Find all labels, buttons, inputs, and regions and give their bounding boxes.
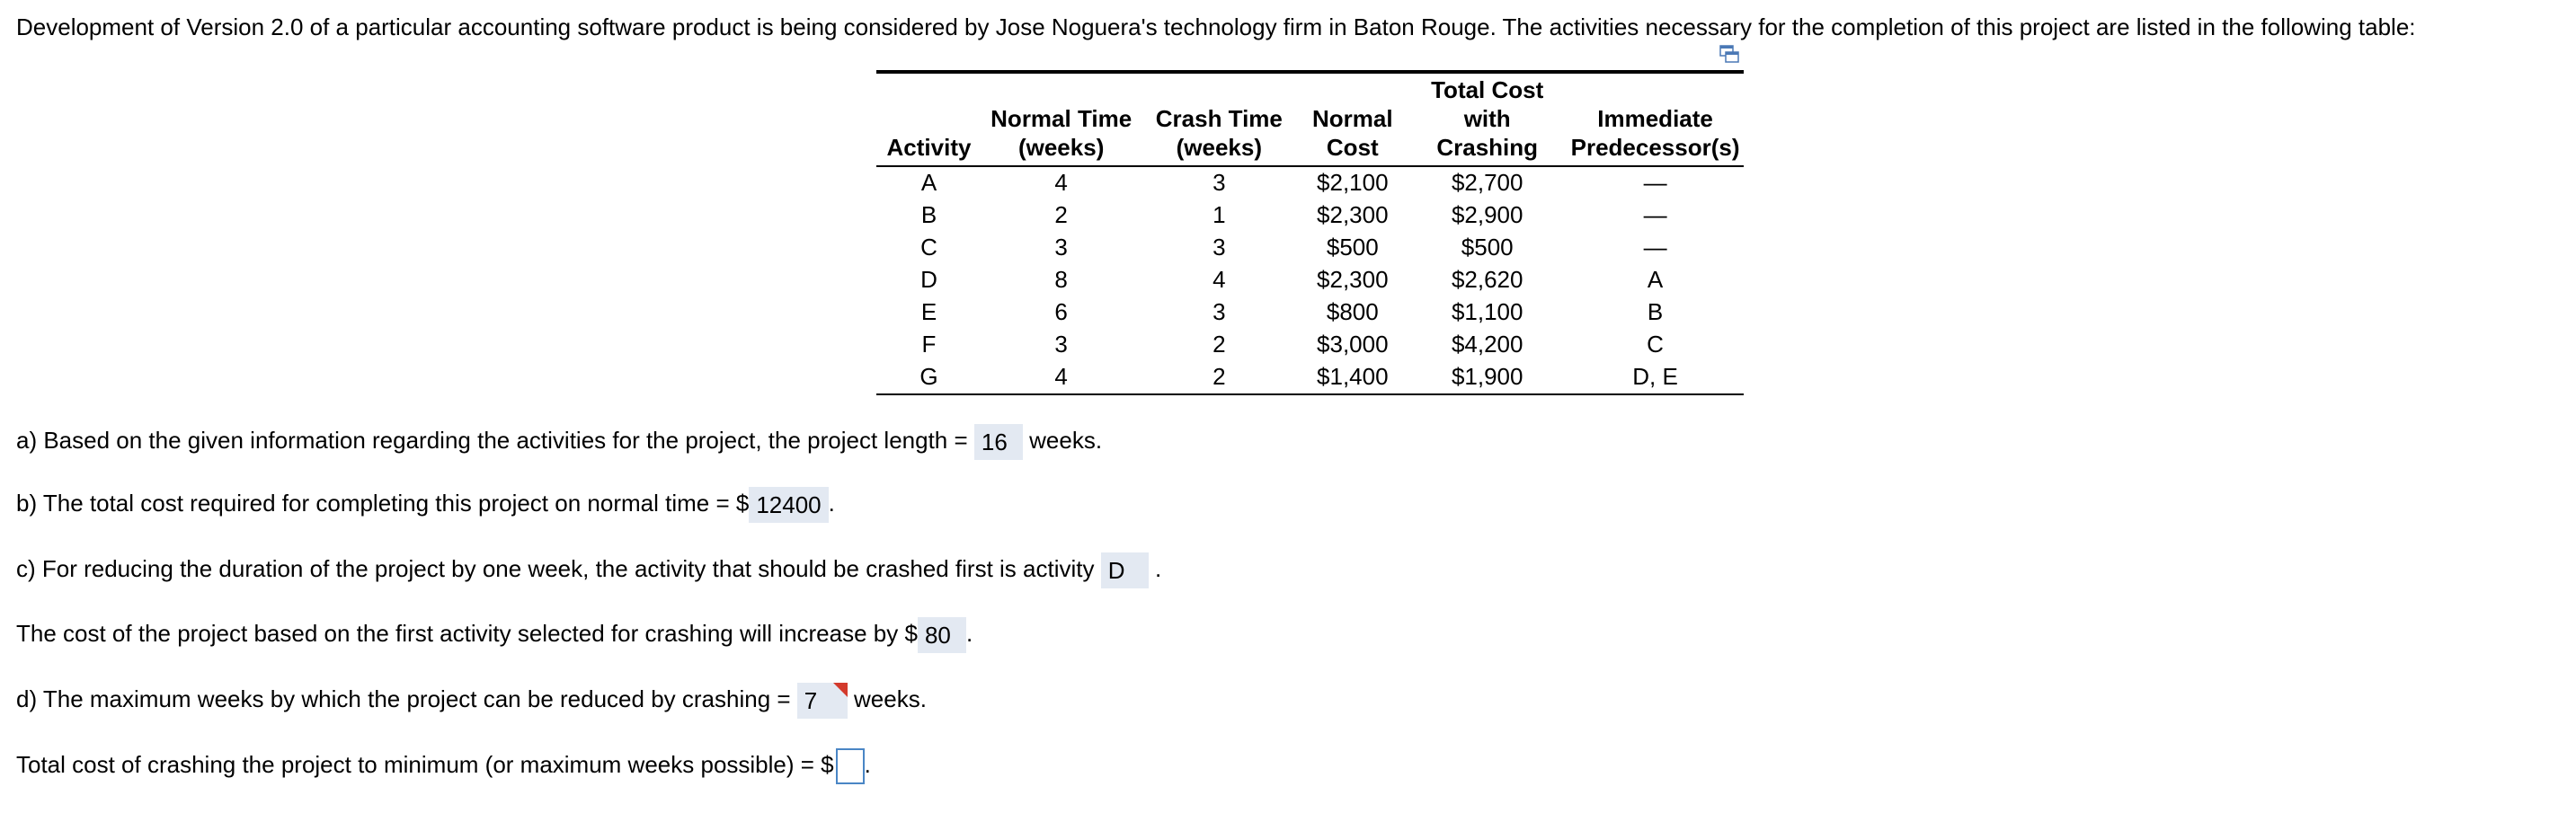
cell-activity: C: [920, 234, 937, 261]
cell-predecessors: B: [1647, 298, 1664, 325]
cell-activity: G: [876, 361, 982, 394]
question-d: [16, 681, 927, 719]
cell-crash-cost: $1,100: [1451, 298, 1523, 325]
cell-normal-cost: $2,100: [1317, 169, 1389, 196]
question-e: [16, 747, 871, 784]
question-c: [16, 551, 1161, 588]
question-c-suffix: .: [1154, 555, 1162, 582]
answer-b-field[interactable]: 12400: [749, 487, 828, 523]
cell-crash-time: 2: [1212, 331, 1226, 358]
header-immediate-predecessors: Immediate Predecessor(s): [1567, 73, 1744, 166]
cell-normal-cost: $500: [1326, 234, 1379, 261]
cell-activity: E: [920, 298, 937, 325]
answer-c-field[interactable]: D: [1101, 552, 1149, 588]
cell-crash-cost: $2,620: [1451, 266, 1523, 293]
cell-predecessors: C: [1647, 331, 1664, 358]
cell-crash-cost: $500: [1461, 234, 1514, 261]
table-body: [876, 166, 1744, 394]
question-b: [16, 485, 835, 523]
header-total-cost-crashing: Total Cost with Crashing: [1408, 73, 1567, 166]
cell-activity: F: [921, 331, 937, 358]
cell-crash-time: 3: [1212, 169, 1226, 196]
cell-crash-cost: $2,700: [1451, 169, 1523, 196]
cell-normal-time: 4: [1054, 169, 1068, 196]
cell-crash-cost: $1,900: [1408, 361, 1567, 394]
table-row: [876, 232, 1744, 264]
cell-crash-time: 3: [1212, 234, 1226, 261]
question-d-suffix: weeks.: [854, 685, 927, 712]
table-row: [876, 199, 1744, 232]
cell-crash-cost: $2,900: [1451, 201, 1523, 228]
question-a-suffix: weeks.: [1029, 427, 1103, 454]
cell-crash-time: 3: [1212, 298, 1226, 325]
table-row: [876, 264, 1744, 296]
question-b-suffix: .: [828, 490, 835, 517]
answer-d-value: 7: [804, 687, 818, 715]
cell-normal-time: 4: [982, 361, 1141, 394]
cell-normal-cost: $3,000: [1317, 331, 1389, 358]
cell-normal-cost: $1,400: [1297, 361, 1408, 394]
header-crash-time: Crash Time (weeks): [1141, 73, 1297, 166]
answer-c-cost-field[interactable]: 80: [918, 617, 966, 653]
cell-normal-time: 3: [1054, 234, 1068, 261]
answer-d-field[interactable]: [797, 683, 848, 719]
cell-normal-time: 2: [1054, 201, 1068, 228]
header-normal-time: Normal Time (weeks): [982, 73, 1141, 166]
question-c-cost-text: The cost of the project based on the first activity selected for crashing will increase by $: [16, 620, 918, 647]
cell-normal-time: 8: [1054, 266, 1068, 293]
incorrect-flag-icon: [833, 683, 848, 697]
popout-table-icon[interactable]: [1719, 45, 1739, 63]
question-d-text: d) The maximum weeks by which the project can be reduced by crashing =: [16, 685, 791, 712]
cell-normal-cost: $2,300: [1317, 201, 1389, 228]
question-c-cost-suffix: .: [965, 620, 973, 647]
table-row: [876, 329, 1744, 361]
cell-crash-time: 2: [1141, 361, 1297, 394]
question-e-suffix: .: [864, 751, 871, 778]
cell-predecessors: —: [1643, 169, 1667, 196]
cell-activity: B: [920, 201, 937, 228]
cell-normal-cost: $800: [1326, 298, 1379, 325]
problem-statement: Development of Version 2.0 of a particular accounting software product is being considered by Jose Noguera's technology firm in Baton Rouge. The activities necessary for the completion of this project are listed in the following table:: [16, 13, 2416, 40]
table-header-row: [876, 73, 1744, 166]
table-row: [876, 166, 1744, 199]
cell-activity: A: [920, 169, 937, 196]
cell-normal-cost: $2,300: [1317, 266, 1389, 293]
header-activity: Activity: [876, 73, 982, 166]
question-e-text: Total cost of crashing the project to minimum (or maximum weeks possible) = $: [16, 751, 834, 778]
cell-activity: D: [920, 266, 937, 293]
cell-predecessors: —: [1643, 234, 1667, 261]
cell-crash-time: 4: [1212, 266, 1226, 293]
answer-a-field[interactable]: 16: [974, 424, 1023, 460]
activity-table: [876, 70, 1744, 395]
question-c-text: c) For reducing the duration of the project by one week, the activity that should be crashed first is activity: [16, 555, 1095, 582]
question-b-text: b) The total cost required for completing this project on normal time = $: [16, 490, 750, 517]
table-row: [876, 296, 1744, 329]
cell-predecessors: D, E: [1567, 361, 1744, 394]
question-a-text: a) Based on the given information regarding the activities for the project, the project length =: [16, 427, 968, 454]
table-row: [876, 361, 1744, 394]
cell-normal-time: 6: [1054, 298, 1068, 325]
cell-crash-cost: $4,200: [1451, 331, 1523, 358]
activity-table-container: [876, 70, 1744, 395]
cell-crash-time: 1: [1212, 201, 1226, 228]
cell-normal-time: 3: [1054, 331, 1068, 358]
question-c-cost: [16, 615, 973, 653]
question-a: [16, 422, 1102, 460]
answer-e-input[interactable]: [836, 748, 865, 784]
header-normal-cost: Normal Cost: [1297, 73, 1408, 166]
cell-predecessors: —: [1643, 201, 1667, 228]
cell-predecessors: A: [1647, 266, 1664, 293]
